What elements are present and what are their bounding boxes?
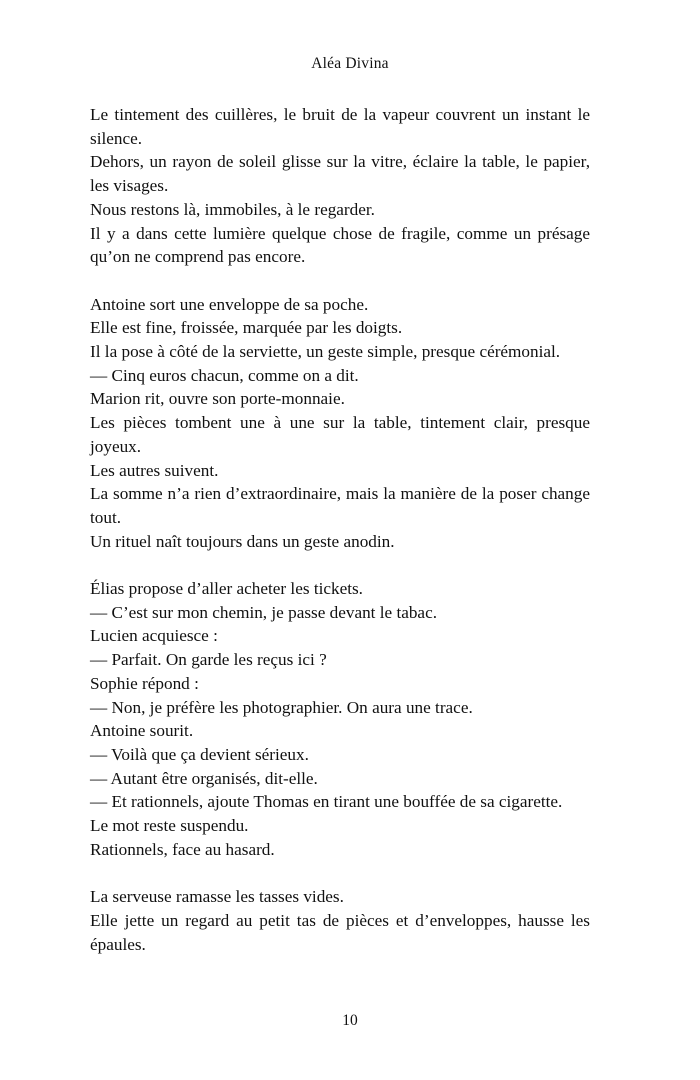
- page-body: [90, 103, 590, 980]
- text-line: Sophie répond :: [90, 673, 199, 693]
- text-line: Antoine sort une enveloppe de sa poche.: [90, 294, 369, 314]
- text-line: Rationnels, face au hasard.: [90, 839, 275, 859]
- text-line: Le mot reste suspendu.: [90, 816, 249, 836]
- text-line: — Non, je préfère les photographier. On aura une trace.: [90, 697, 473, 717]
- paragraph: [90, 577, 590, 861]
- text-line: Elle est fine, froissée, marquée par les doigts.: [90, 318, 403, 338]
- text-line: — Autant être organisés, dit-elle.: [90, 768, 318, 788]
- text-line: Les autres suivent.: [90, 460, 219, 480]
- text-line: Lucien acquiesce :: [90, 626, 218, 646]
- text-line: — Parfait. On garde les reçus ici ?: [90, 650, 327, 670]
- text-line: — C’est sur mon chemin, je passe devant le tabac.: [90, 602, 437, 622]
- text-line: Dehors, un rayon de soleil glisse sur la vitre, éclaire la table, le papier, les visages.: [90, 152, 590, 196]
- text-line: Élias propose d’aller acheter les tickets.: [90, 579, 363, 599]
- text-line: — Cinq euros chacun, comme on a dit.: [90, 365, 359, 385]
- text-line: — Et rationnels, ajoute Thomas en tirant une bouffée de sa cigarette.: [90, 792, 563, 812]
- text-line: Il y a dans cette lumière quelque chose de fragile, comme un présage qu’on ne comprend pas encore.: [90, 223, 590, 267]
- text-line: La serveuse ramasse les tasses vides.: [90, 887, 344, 907]
- running-header: Aléa Divina: [311, 55, 389, 72]
- text-line: Il la pose à côté de la serviette, un geste simple, presque cérémonial.: [90, 342, 561, 362]
- paragraph: [90, 885, 590, 956]
- text-line: Nous restons là, immobiles, à le regarder.: [90, 199, 375, 219]
- text-line: Elle jette un regard au petit tas de pièces et d’enveloppes, hausse les épaules.: [90, 910, 590, 954]
- paragraph: [90, 293, 590, 554]
- text-line: Les pièces tombent une à une sur la table, tintement clair, presque joyeux.: [90, 413, 590, 456]
- text-line: La somme n’a rien d’extraordinaire, mais la manière de la poser change tout.: [90, 484, 590, 527]
- text-line: Le tintement des cuillères, le bruit de la vapeur couvrent un instant le silence.: [90, 105, 590, 148]
- page-number: 10: [342, 1012, 358, 1029]
- text-line: Un rituel naît toujours dans un geste anodin.: [90, 531, 395, 551]
- text-line: Antoine sourit.: [90, 721, 194, 741]
- text-line: — Voilà que ça devient sérieux.: [90, 744, 309, 764]
- paragraph: [90, 103, 590, 269]
- text-line: Marion rit, ouvre son porte-monnaie.: [90, 389, 345, 409]
